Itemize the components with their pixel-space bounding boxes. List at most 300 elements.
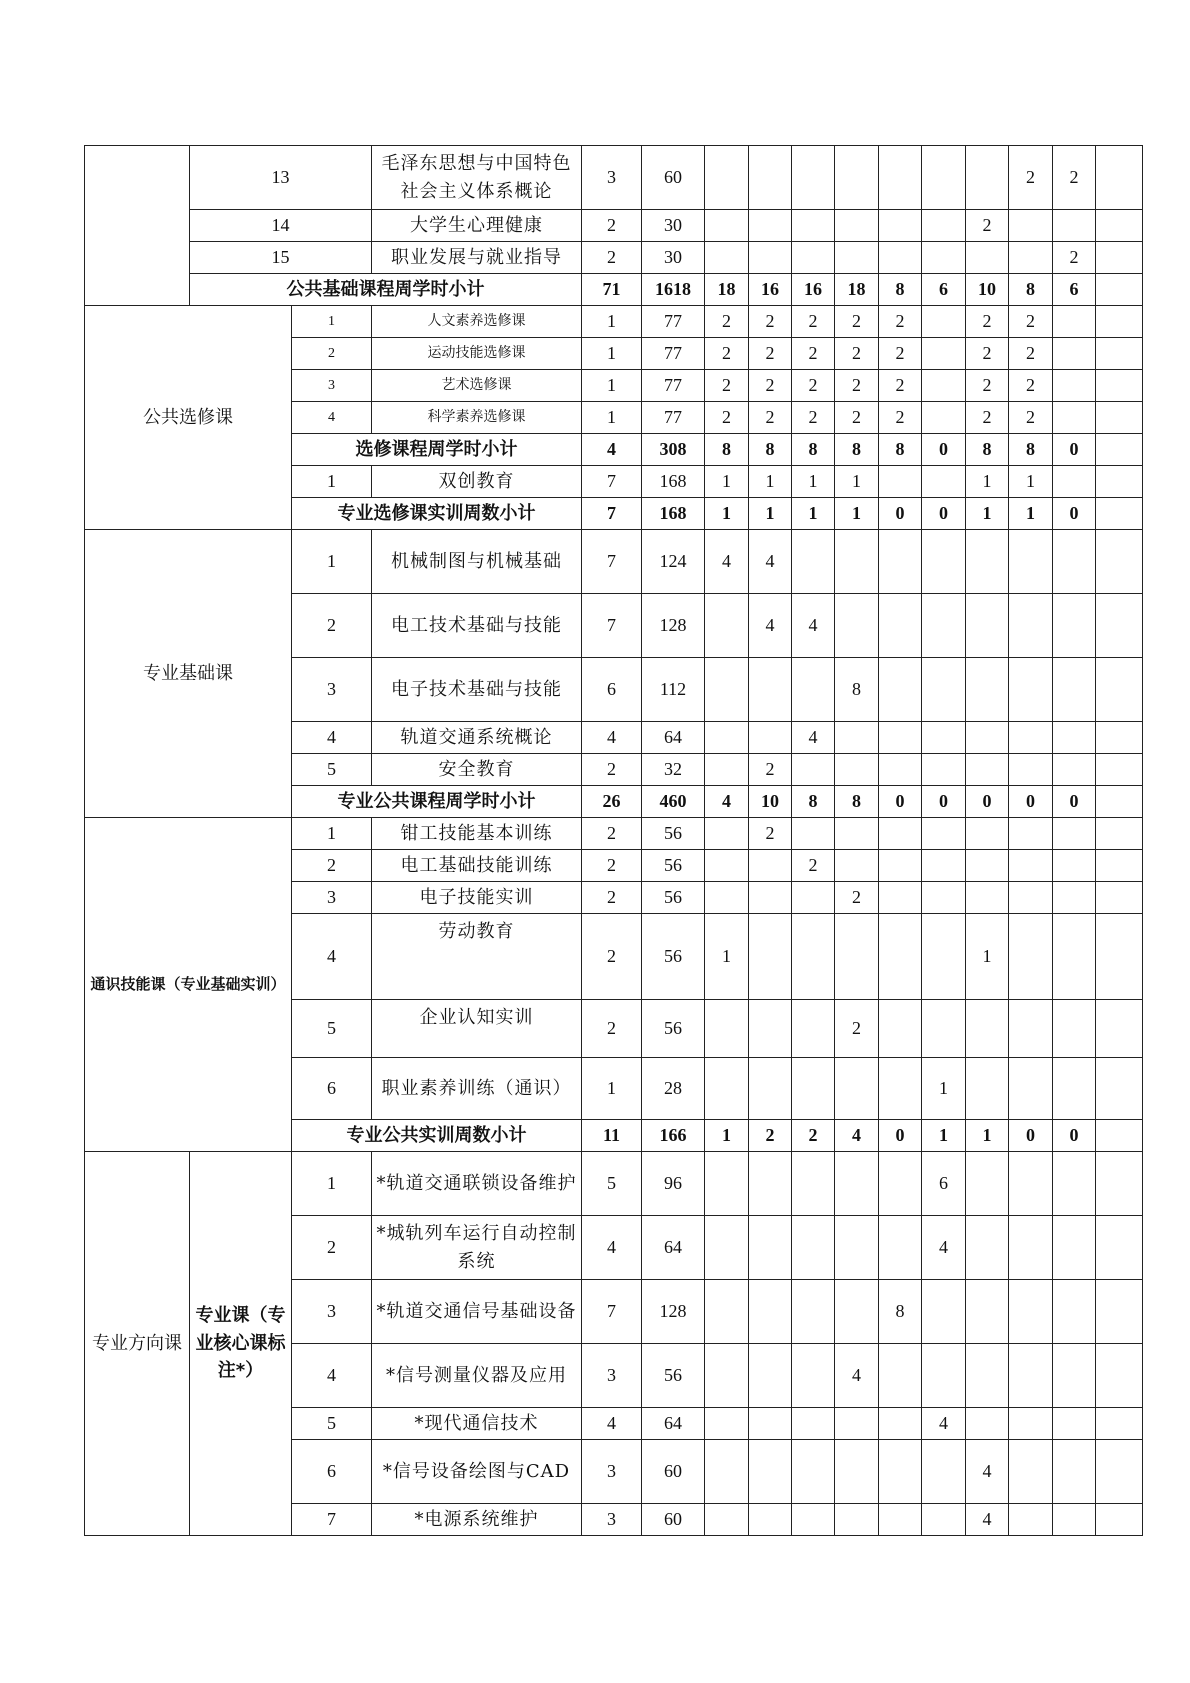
- semester-2-cell: [749, 1408, 792, 1440]
- semester-2-cell: [749, 914, 792, 1000]
- hours-cell: 112: [642, 658, 705, 722]
- semester-2-cell: 4: [749, 530, 792, 594]
- semester-1-cell: [705, 242, 749, 274]
- subtotal-label: 公共基础课程周学时小计: [190, 274, 582, 306]
- remark-cell: [1096, 850, 1143, 882]
- subtotal-label: 专业公共实训周数小计: [292, 1120, 582, 1152]
- semester-4-cell: 4: [835, 1344, 879, 1408]
- semester-6-cell: 0: [922, 434, 966, 466]
- semester-7-cell: 1: [966, 914, 1009, 1000]
- semester-1-cell: [705, 1216, 749, 1280]
- semester-6-cell: [922, 882, 966, 914]
- semester-9-cell: [1053, 1504, 1096, 1536]
- semester-9-cell: 2: [1053, 146, 1096, 210]
- credit-cell: 1: [582, 306, 642, 338]
- semester-8-cell: [1009, 1440, 1053, 1504]
- semester-9-cell: [1053, 402, 1096, 434]
- semester-3-cell: [792, 1152, 835, 1216]
- remark-cell: [1096, 1152, 1143, 1216]
- semester-8-cell: 2: [1009, 306, 1053, 338]
- hours-cell: 308: [642, 434, 705, 466]
- semester-6-cell: [922, 1440, 966, 1504]
- semester-7-cell: [966, 1280, 1009, 1344]
- credit-cell: 11: [582, 1120, 642, 1152]
- semester-2-cell: [749, 1504, 792, 1536]
- semester-3-cell: [792, 530, 835, 594]
- semester-3-cell: 2: [792, 850, 835, 882]
- semester-8-cell: [1009, 1152, 1053, 1216]
- semester-3-cell: 4: [792, 722, 835, 754]
- semester-9-cell: [1053, 914, 1096, 1000]
- semester-3-cell: 2: [792, 1120, 835, 1152]
- credit-cell: 7: [582, 594, 642, 658]
- semester-2-cell: [749, 1440, 792, 1504]
- semester-1-cell: [705, 1058, 749, 1120]
- semester-1-cell: [705, 754, 749, 786]
- remark-cell: [1096, 242, 1143, 274]
- credit-cell: 4: [582, 434, 642, 466]
- semester-6-cell: 4: [922, 1216, 966, 1280]
- semester-6-cell: [922, 914, 966, 1000]
- remark-cell: [1096, 722, 1143, 754]
- semester-5-cell: [879, 850, 922, 882]
- semester-4-cell: [835, 818, 879, 850]
- remark-cell: [1096, 1000, 1143, 1058]
- semester-3-cell: [792, 210, 835, 242]
- course-name: 运动技能选修课: [372, 338, 582, 370]
- hours-cell: 77: [642, 338, 705, 370]
- remark-cell: [1096, 466, 1143, 498]
- semester-6-cell: [922, 850, 966, 882]
- semester-8-cell: 1: [1009, 466, 1053, 498]
- semester-4-cell: [835, 1504, 879, 1536]
- category-core: 专业课（专业核心课标注*）: [190, 1152, 292, 1536]
- semester-1-cell: 18: [705, 274, 749, 306]
- credit-cell: 3: [582, 1504, 642, 1536]
- semester-5-cell: [879, 1000, 922, 1058]
- table-row: [85, 306, 1143, 338]
- semester-3-cell: 1: [792, 466, 835, 498]
- semester-9-cell: [1053, 1058, 1096, 1120]
- hours-cell: 64: [642, 722, 705, 754]
- credit-cell: 2: [582, 818, 642, 850]
- semester-8-cell: [1009, 1280, 1053, 1344]
- hours-cell: 77: [642, 402, 705, 434]
- course-index: 15: [190, 242, 372, 274]
- semester-9-cell: [1053, 754, 1096, 786]
- remark-cell: [1096, 338, 1143, 370]
- semester-9-cell: [1053, 882, 1096, 914]
- course-name: 人文素养选修课: [372, 306, 582, 338]
- remark-cell: [1096, 1058, 1143, 1120]
- semester-2-cell: 2: [749, 754, 792, 786]
- credit-cell: 5: [582, 1152, 642, 1216]
- course-name: *轨道交通联锁设备维护: [372, 1152, 582, 1216]
- credit-cell: 71: [582, 274, 642, 306]
- category-direction: 专业方向课: [85, 1152, 190, 1536]
- course-index: 6: [292, 1058, 372, 1120]
- credit-cell: 7: [582, 530, 642, 594]
- credit-cell: 1: [582, 402, 642, 434]
- course-name: 劳动教育: [372, 914, 582, 1000]
- table-body: [85, 146, 1143, 1536]
- semester-1-cell: [705, 1504, 749, 1536]
- remark-cell: [1096, 1120, 1143, 1152]
- semester-4-cell: 1: [835, 466, 879, 498]
- semester-4-cell: 4: [835, 1120, 879, 1152]
- course-index: 4: [292, 914, 372, 1000]
- semester-6-cell: 4: [922, 1408, 966, 1440]
- category-foundation: 专业基础课: [85, 530, 292, 818]
- hours-cell: 30: [642, 210, 705, 242]
- hours-cell: 60: [642, 1440, 705, 1504]
- semester-1-cell: 2: [705, 370, 749, 402]
- semester-6-cell: [922, 242, 966, 274]
- semester-7-cell: 2: [966, 210, 1009, 242]
- semester-2-cell: 8: [749, 434, 792, 466]
- course-index: 3: [292, 658, 372, 722]
- semester-5-cell: 2: [879, 370, 922, 402]
- semester-3-cell: [792, 1408, 835, 1440]
- semester-7-cell: [966, 1344, 1009, 1408]
- semester-7-cell: [966, 1408, 1009, 1440]
- semester-4-cell: [835, 850, 879, 882]
- semester-3-cell: 2: [792, 338, 835, 370]
- course-name: 电工技术基础与技能: [372, 594, 582, 658]
- semester-2-cell: [749, 1000, 792, 1058]
- table-row: [85, 242, 1143, 274]
- remark-cell: [1096, 658, 1143, 722]
- semester-1-cell: [705, 882, 749, 914]
- curriculum-table: [84, 145, 1143, 1536]
- semester-8-cell: [1009, 530, 1053, 594]
- semester-8-cell: [1009, 1408, 1053, 1440]
- semester-8-cell: 8: [1009, 274, 1053, 306]
- semester-9-cell: [1053, 1408, 1096, 1440]
- semester-3-cell: 16: [792, 274, 835, 306]
- remark-cell: [1096, 434, 1143, 466]
- semester-1-cell: 1: [705, 498, 749, 530]
- course-name: *轨道交通信号基础设备: [372, 1280, 582, 1344]
- hours-cell: 56: [642, 914, 705, 1000]
- semester-1-cell: [705, 818, 749, 850]
- semester-5-cell: [879, 1440, 922, 1504]
- semester-6-cell: 6: [922, 1152, 966, 1216]
- remark-cell: [1096, 274, 1143, 306]
- semester-4-cell: 1: [835, 498, 879, 530]
- semester-5-cell: [879, 146, 922, 210]
- remark-cell: [1096, 370, 1143, 402]
- hours-cell: 64: [642, 1408, 705, 1440]
- semester-4-cell: 2: [835, 338, 879, 370]
- semester-8-cell: [1009, 818, 1053, 850]
- credit-cell: 1: [582, 1058, 642, 1120]
- semester-6-cell: [922, 402, 966, 434]
- semester-2-cell: [749, 658, 792, 722]
- semester-9-cell: [1053, 818, 1096, 850]
- semester-5-cell: 2: [879, 402, 922, 434]
- semester-4-cell: [835, 530, 879, 594]
- semester-8-cell: 0: [1009, 1120, 1053, 1152]
- semester-5-cell: [879, 1344, 922, 1408]
- semester-9-cell: [1053, 1216, 1096, 1280]
- course-name: 轨道交通系统概论: [372, 722, 582, 754]
- course-index: 4: [292, 1344, 372, 1408]
- semester-6-cell: 6: [922, 274, 966, 306]
- semester-4-cell: 2: [835, 402, 879, 434]
- semester-8-cell: [1009, 594, 1053, 658]
- semester-3-cell: [792, 1000, 835, 1058]
- semester-7-cell: 1: [966, 466, 1009, 498]
- course-name: 大学生心理健康: [372, 210, 582, 242]
- semester-6-cell: 1: [922, 1120, 966, 1152]
- hours-cell: 460: [642, 786, 705, 818]
- semester-9-cell: [1053, 1000, 1096, 1058]
- semester-7-cell: 1: [966, 1120, 1009, 1152]
- course-index: 2: [292, 594, 372, 658]
- semester-2-cell: 1: [749, 466, 792, 498]
- hours-cell: 56: [642, 818, 705, 850]
- semester-2-cell: 2: [749, 402, 792, 434]
- remark-cell: [1096, 754, 1143, 786]
- semester-9-cell: [1053, 530, 1096, 594]
- semester-6-cell: [922, 370, 966, 402]
- hours-cell: 96: [642, 1152, 705, 1216]
- semester-5-cell: 0: [879, 786, 922, 818]
- semester-1-cell: 1: [705, 466, 749, 498]
- semester-7-cell: [966, 530, 1009, 594]
- semester-4-cell: [835, 914, 879, 1000]
- semester-7-cell: 0: [966, 786, 1009, 818]
- semester-2-cell: [749, 850, 792, 882]
- semester-2-cell: 2: [749, 306, 792, 338]
- semester-9-cell: 0: [1053, 786, 1096, 818]
- semester-7-cell: [966, 242, 1009, 274]
- semester-3-cell: [792, 1440, 835, 1504]
- remark-cell: [1096, 594, 1143, 658]
- semester-3-cell: 8: [792, 786, 835, 818]
- hours-cell: 128: [642, 594, 705, 658]
- course-name: 安全教育: [372, 754, 582, 786]
- course-name: *信号测量仪器及应用: [372, 1344, 582, 1408]
- semester-8-cell: [1009, 754, 1053, 786]
- course-index: 1: [292, 1152, 372, 1216]
- semester-2-cell: [749, 1152, 792, 1216]
- remark-cell: [1096, 146, 1143, 210]
- semester-8-cell: 2: [1009, 146, 1053, 210]
- semester-8-cell: 2: [1009, 338, 1053, 370]
- semester-9-cell: [1053, 1344, 1096, 1408]
- credit-cell: 7: [582, 498, 642, 530]
- semester-9-cell: [1053, 306, 1096, 338]
- course-name: 科学素养选修课: [372, 402, 582, 434]
- semester-1-cell: [705, 1344, 749, 1408]
- table-row: [85, 818, 1143, 850]
- semester-2-cell: 2: [749, 1120, 792, 1152]
- semester-2-cell: [749, 1058, 792, 1120]
- subtotal-label: 专业公共课程周学时小计: [292, 786, 582, 818]
- semester-3-cell: 2: [792, 402, 835, 434]
- semester-6-cell: 1: [922, 1058, 966, 1120]
- hours-cell: 124: [642, 530, 705, 594]
- semester-8-cell: 2: [1009, 370, 1053, 402]
- semester-7-cell: [966, 722, 1009, 754]
- credit-cell: 3: [582, 146, 642, 210]
- semester-3-cell: [792, 818, 835, 850]
- semester-4-cell: [835, 242, 879, 274]
- course-index: 2: [292, 338, 372, 370]
- course-name: 电子技术基础与技能: [372, 658, 582, 722]
- semester-6-cell: [922, 466, 966, 498]
- semester-1-cell: [705, 722, 749, 754]
- semester-4-cell: [835, 1216, 879, 1280]
- semester-3-cell: [792, 242, 835, 274]
- semester-9-cell: [1053, 1440, 1096, 1504]
- semester-3-cell: [792, 1280, 835, 1344]
- remark-cell: [1096, 914, 1143, 1000]
- semester-6-cell: [922, 146, 966, 210]
- semester-4-cell: [835, 1440, 879, 1504]
- remark-cell: [1096, 530, 1143, 594]
- semester-4-cell: 8: [835, 658, 879, 722]
- hours-cell: 1618: [642, 274, 705, 306]
- course-index: 3: [292, 882, 372, 914]
- credit-cell: 2: [582, 242, 642, 274]
- semester-5-cell: [879, 594, 922, 658]
- semester-8-cell: 8: [1009, 434, 1053, 466]
- semester-6-cell: 0: [922, 786, 966, 818]
- semester-7-cell: [966, 850, 1009, 882]
- course-name: *城轨列车运行自动控制系统: [372, 1216, 582, 1280]
- semester-3-cell: [792, 754, 835, 786]
- semester-2-cell: [749, 210, 792, 242]
- semester-5-cell: 0: [879, 498, 922, 530]
- semester-5-cell: 0: [879, 1120, 922, 1152]
- semester-1-cell: [705, 1280, 749, 1344]
- course-name: 机械制图与机械基础: [372, 530, 582, 594]
- semester-1-cell: [705, 594, 749, 658]
- semester-3-cell: 2: [792, 370, 835, 402]
- semester-1-cell: [705, 146, 749, 210]
- credit-cell: 7: [582, 1280, 642, 1344]
- credit-cell: 4: [582, 1216, 642, 1280]
- semester-7-cell: [966, 1000, 1009, 1058]
- semester-8-cell: [1009, 210, 1053, 242]
- semester-5-cell: [879, 466, 922, 498]
- course-name: *现代通信技术: [372, 1408, 582, 1440]
- semester-1-cell: 2: [705, 306, 749, 338]
- semester-5-cell: 2: [879, 338, 922, 370]
- semester-9-cell: [1053, 850, 1096, 882]
- semester-4-cell: [835, 722, 879, 754]
- semester-8-cell: [1009, 242, 1053, 274]
- course-index: 1: [292, 818, 372, 850]
- semester-6-cell: [922, 594, 966, 658]
- semester-3-cell: 8: [792, 434, 835, 466]
- semester-4-cell: [835, 210, 879, 242]
- subtotal-label: 选修课程周学时小计: [292, 434, 582, 466]
- course-name: 钳工技能基本训练: [372, 818, 582, 850]
- course-index: 1: [292, 530, 372, 594]
- credit-cell: 3: [582, 1440, 642, 1504]
- semester-3-cell: [792, 882, 835, 914]
- semester-1-cell: 2: [705, 402, 749, 434]
- semester-5-cell: 2: [879, 306, 922, 338]
- semester-2-cell: 2: [749, 818, 792, 850]
- remark-cell: [1096, 1344, 1143, 1408]
- semester-6-cell: [922, 210, 966, 242]
- semester-7-cell: [966, 658, 1009, 722]
- semester-7-cell: 2: [966, 338, 1009, 370]
- semester-7-cell: 2: [966, 402, 1009, 434]
- semester-6-cell: [922, 1280, 966, 1344]
- semester-3-cell: 4: [792, 594, 835, 658]
- semester-1-cell: [705, 1440, 749, 1504]
- credit-cell: 2: [582, 754, 642, 786]
- semester-2-cell: [749, 242, 792, 274]
- semester-1-cell: [705, 1152, 749, 1216]
- semester-6-cell: 0: [922, 498, 966, 530]
- semester-6-cell: [922, 818, 966, 850]
- semester-1-cell: [705, 210, 749, 242]
- remark-cell: [1096, 818, 1143, 850]
- credit-cell: 1: [582, 338, 642, 370]
- semester-8-cell: [1009, 1216, 1053, 1280]
- hours-cell: 166: [642, 1120, 705, 1152]
- semester-5-cell: 8: [879, 274, 922, 306]
- semester-7-cell: [966, 1058, 1009, 1120]
- remark-cell: [1096, 1504, 1143, 1536]
- semester-3-cell: [792, 1344, 835, 1408]
- semester-6-cell: [922, 1000, 966, 1058]
- semester-8-cell: [1009, 850, 1053, 882]
- semester-1-cell: 8: [705, 434, 749, 466]
- semester-2-cell: [749, 146, 792, 210]
- blank-category-cell: [85, 146, 190, 306]
- semester-8-cell: [1009, 658, 1053, 722]
- credit-cell: 4: [582, 722, 642, 754]
- semester-2-cell: [749, 1280, 792, 1344]
- semester-7-cell: [966, 1216, 1009, 1280]
- semester-6-cell: [922, 1504, 966, 1536]
- semester-5-cell: [879, 210, 922, 242]
- semester-7-cell: 10: [966, 274, 1009, 306]
- hours-cell: 56: [642, 1344, 705, 1408]
- semester-5-cell: 8: [879, 434, 922, 466]
- semester-6-cell: [922, 658, 966, 722]
- course-index: 13: [190, 146, 372, 210]
- semester-3-cell: [792, 146, 835, 210]
- semester-9-cell: [1053, 370, 1096, 402]
- table-row: [85, 146, 1143, 210]
- semester-9-cell: [1053, 722, 1096, 754]
- semester-9-cell: [1053, 1280, 1096, 1344]
- semester-3-cell: [792, 1216, 835, 1280]
- remark-cell: [1096, 1408, 1143, 1440]
- semester-9-cell: [1053, 466, 1096, 498]
- course-index: 4: [292, 402, 372, 434]
- semester-2-cell: [749, 722, 792, 754]
- hours-cell: 32: [642, 754, 705, 786]
- credit-cell: 2: [582, 210, 642, 242]
- semester-7-cell: [966, 1152, 1009, 1216]
- remark-cell: [1096, 402, 1143, 434]
- semester-7-cell: 4: [966, 1504, 1009, 1536]
- course-name: *电源系统维护: [372, 1504, 582, 1536]
- semester-4-cell: [835, 1152, 879, 1216]
- semester-6-cell: [922, 306, 966, 338]
- course-name: 电工基础技能训练: [372, 850, 582, 882]
